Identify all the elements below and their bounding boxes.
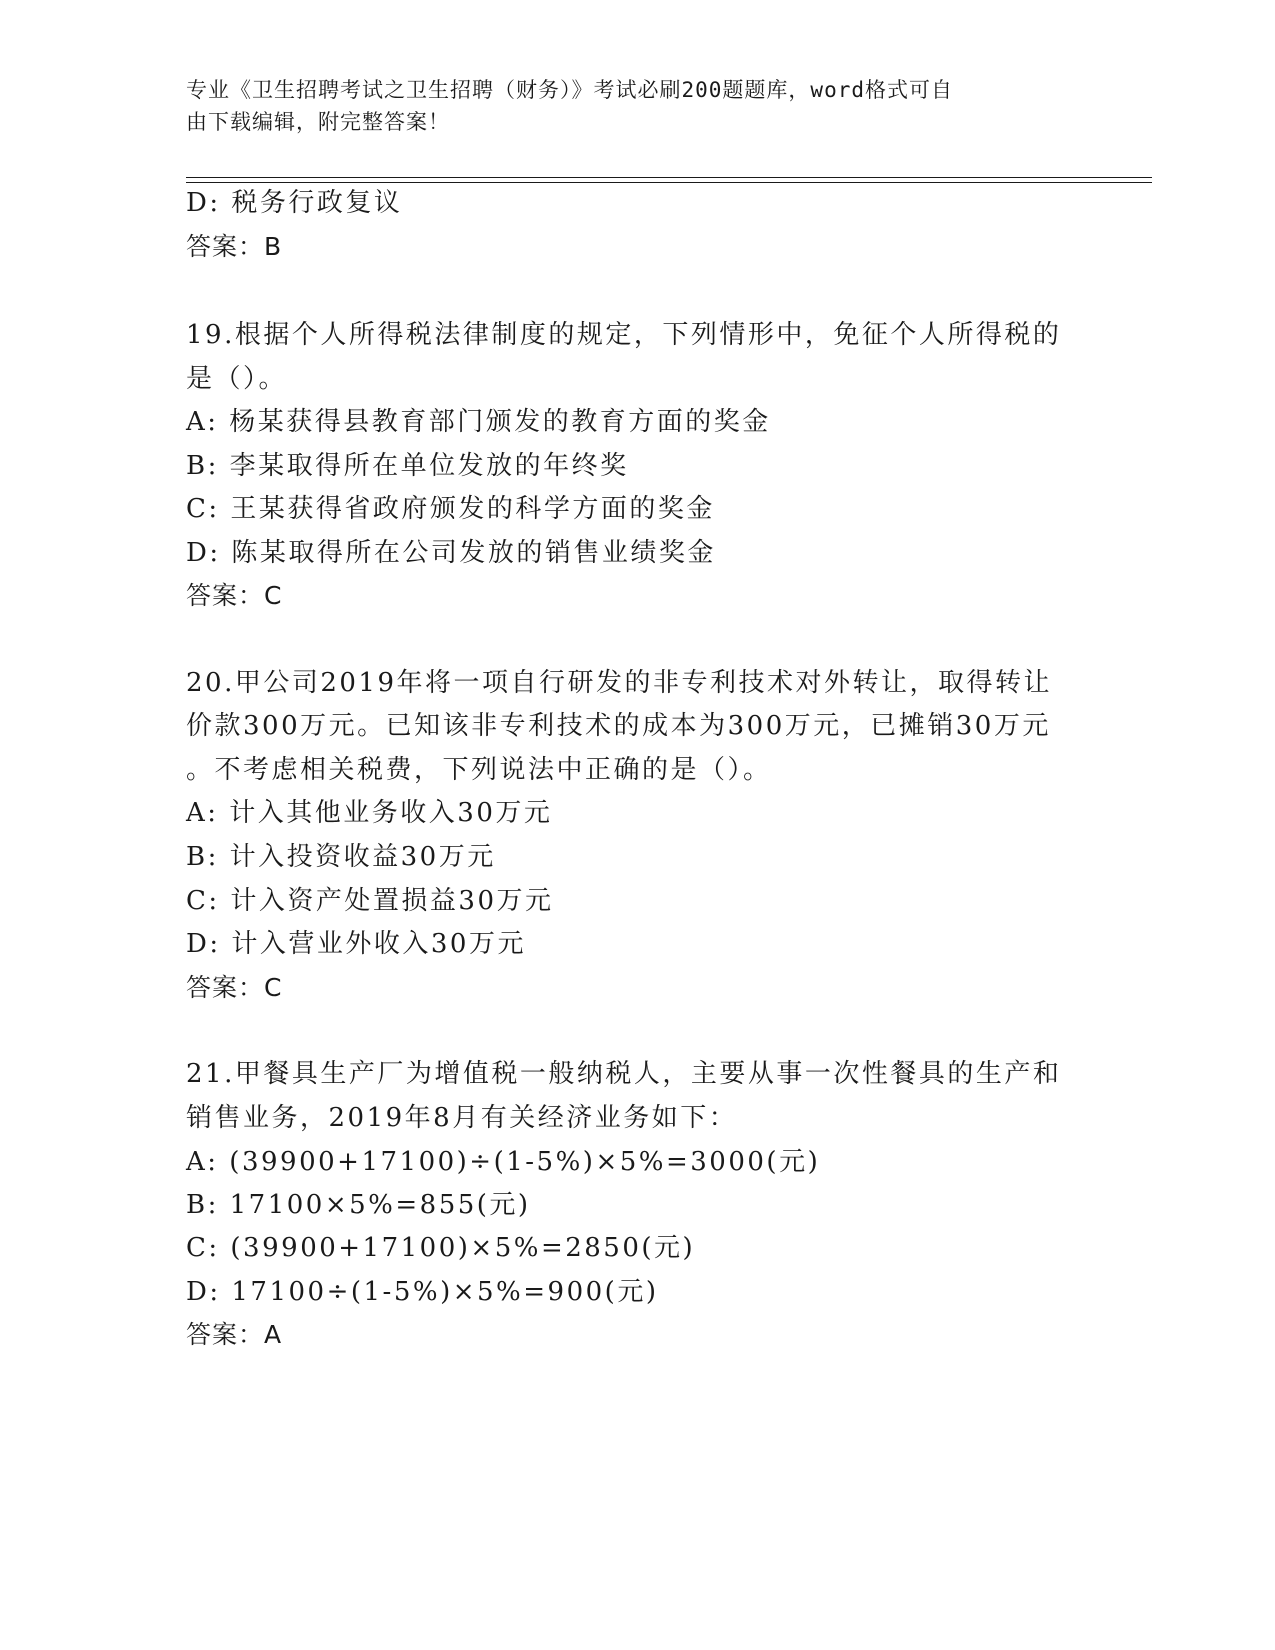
q21-answer: 答案：A — [186, 1320, 283, 1349]
q18-answer: 答案：B — [186, 232, 283, 261]
q21-option-b: B: 17100×5%=855(元) — [186, 1190, 531, 1220]
q21-option-c: C: (39900+17100)×5%=2850(元) — [186, 1233, 696, 1263]
q19-option-c: C: 王某获得省政府颁发的科学方面的奖金 — [186, 494, 715, 524]
q20-option-b: B: 计入投资收益30万元 — [186, 842, 496, 872]
q20-option-d: D: 计入营业外收入30万元 — [186, 929, 526, 959]
header-line-2: 由下载编辑，附完整答案！ — [186, 110, 450, 134]
q19-stem-line-2: 是（）。 — [186, 364, 288, 394]
q19-answer: 答案：C — [186, 581, 283, 610]
q21-stem-line-1: 21.甲餐具生产厂为增值税一般纳税人，主要从事一次性餐具的生产和 — [186, 1059, 1062, 1089]
q20-answer: 答案：C — [186, 973, 283, 1002]
q20-stem-line-3: 。不考虑相关税费，下列说法中正确的是（）。 — [186, 755, 772, 785]
q20-option-a: A: 计入其他业务收入30万元 — [186, 798, 553, 828]
q21-option-d: D: 17100÷(1-5%)×5%=900(元) — [186, 1277, 659, 1307]
q21-option-a: A: (39900+17100)÷(1-5%)×5%=3000(元) — [186, 1147, 821, 1177]
header-line-1: 专业《卫生招聘考试之卫生招聘（财务）》考试必刷200题题库，word格式可自 — [186, 78, 953, 102]
q19-option-b: B: 李某取得所在单位发放的年终奖 — [186, 451, 629, 481]
q19-stem-line-1: 19.根据个人所得税法律制度的规定，下列情形中，免征个人所得税的 — [186, 320, 1062, 350]
q20-option-c: C: 计入资产处置损益30万元 — [186, 886, 554, 916]
q21-stem-line-2: 销售业务，2019年8月有关经济业务如下： — [186, 1103, 738, 1133]
q18-option-d: D: 税务行政复议 — [186, 188, 403, 218]
document-header — [186, 74, 1066, 138]
header-rule-top — [186, 177, 1152, 178]
q19-option-d: D: 陈某取得所在公司发放的销售业绩奖金 — [186, 538, 716, 568]
q19-option-a: A: 杨某获得县教育部门颁发的教育方面的奖金 — [186, 407, 771, 437]
q20-stem-line-1: 20.甲公司2019年将一项自行研发的非专利技术对外转让，取得转让 — [186, 668, 1053, 698]
q20-stem-line-2: 价款300万元。已知该非专利技术的成本为300万元，已摊销30万元 — [186, 711, 1051, 741]
header-rule-bottom — [186, 182, 1152, 183]
